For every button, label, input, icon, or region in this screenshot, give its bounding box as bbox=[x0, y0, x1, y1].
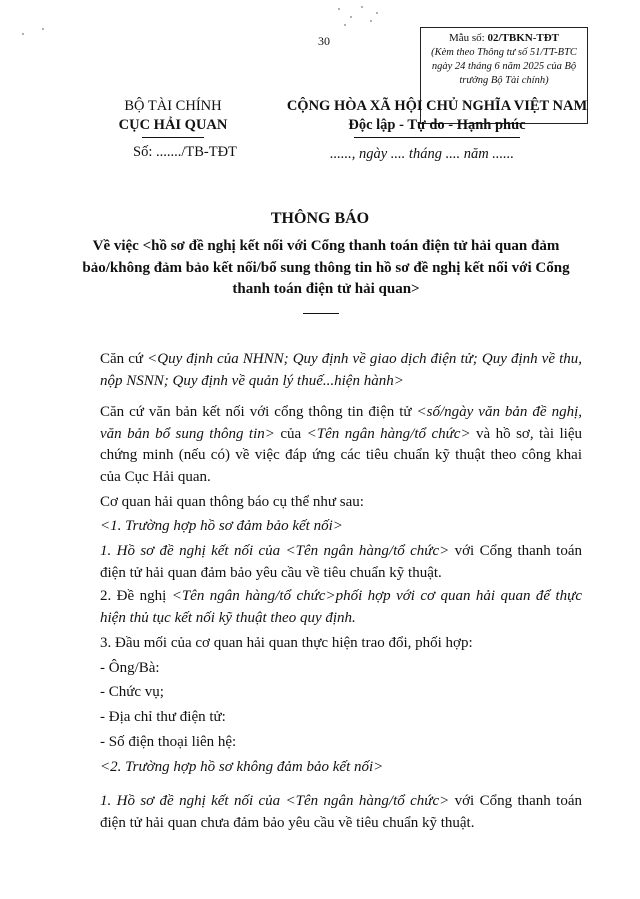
subject-divider bbox=[303, 313, 339, 314]
contact-email: - Địa chỉ thư điện tử: bbox=[100, 709, 226, 725]
document-subject: Về việc <hồ sơ đề nghị kết nối với Cổng thanh toán điện tử hải quan đảm bảo/không đảm bảo kết nối/bổ sung thông tin hồ sơ đề nghị kết nối với Cổng thanh toán điện tử hải quan> bbox=[82, 238, 570, 297]
ministry-name: BỘ TÀI CHÍNH bbox=[124, 98, 222, 114]
document-number: Số: ......./TB-TĐT bbox=[133, 144, 237, 160]
paragraph-announcement: Cơ quan hải quan thông báo cụ thể như sau: bbox=[100, 494, 364, 510]
scan-specks bbox=[330, 2, 390, 32]
case-2-heading: <2. Trường hợp hồ sơ không đảm bảo kết nối> bbox=[100, 759, 384, 775]
motto-underline bbox=[354, 137, 520, 138]
form-code bbox=[425, 31, 583, 45]
contact-phone: - Số điện thoại liên hệ: bbox=[100, 734, 237, 750]
issuer-header bbox=[88, 97, 258, 138]
case-1-heading: <1. Trường hợp hồ sơ đảm bảo kết nối> bbox=[100, 518, 343, 534]
paragraph-legal-basis-1: Căn cứ <Quy định của NHNN; Quy định về giao dịch điện tử; Quy định về thu, nộp NSNN; Quy định về quản lý thuế...hiện hành> bbox=[100, 351, 582, 389]
case-1-item-3: 3. Đầu mối của cơ quan hải quan thực hiện trao đổi, phối hợp: bbox=[100, 635, 473, 651]
paragraph-legal-basis-2: Căn cứ văn bản kết nối với cổng thông tin điện tử <số/ngày văn bản đề nghị, văn bản bổ sung thông tin> của <Tên ngân hàng/tổ chức> và hồ sơ, tài liệu chứng minh (nếu có) về việc đáp ứng các tiêu chuẩn kỹ thuật theo công khai của Cục Hải quan. bbox=[100, 404, 582, 485]
form-code-label: Mẫu số: bbox=[448, 32, 485, 44]
nation-name: CỘNG HÒA XÃ HỘI CHỦ NGHĨA VIỆT NAM bbox=[286, 98, 588, 114]
case-2-item-1: 1. Hồ sơ đề nghị kết nối của <Tên ngân hàng/tổ chức> với Cổng thanh toán điện tử hải quan chưa đảm bảo yêu cầu về tiêu chuẩn kỹ thuật. bbox=[100, 793, 582, 831]
agency-underline bbox=[142, 137, 204, 138]
agency-name: CỤC HẢI QUAN bbox=[118, 117, 228, 133]
nation-header bbox=[262, 97, 612, 138]
scan-speck bbox=[42, 28, 44, 30]
contact-name: - Ông/Bà: bbox=[100, 660, 160, 676]
contact-title: - Chức vụ; bbox=[100, 684, 164, 700]
scan-speck bbox=[22, 33, 24, 35]
date-line: ......, ngày .... tháng .... năm ...... bbox=[330, 146, 515, 162]
page-number: 30 bbox=[318, 34, 330, 48]
motto: Độc lập - Tự do - Hạnh phúc bbox=[348, 117, 526, 133]
form-note: (Kèm theo Thông tư số 51/TT-BTC ngày 24 tháng 6 năm 2025 của Bộ trưởng Bộ Tài chính) bbox=[431, 47, 577, 86]
case-1-item-2: 2. Đề nghị <Tên ngân hàng/tổ chức>phối hợp với cơ quan hải quan để thực hiện thủ tục kết nối kỹ thuật theo quy định. bbox=[100, 588, 582, 626]
document-title: THÔNG BÁO bbox=[270, 210, 370, 227]
case-1-item-1: 1. Hồ sơ đề nghị kết nối của <Tên ngân hàng/tổ chức> với Cổng thanh toán điện tử hải quan đảm bảo yêu cầu về tiêu chuẩn kỹ thuật. bbox=[100, 543, 582, 581]
form-code-value: 02/TBKN-TĐT bbox=[487, 32, 559, 44]
